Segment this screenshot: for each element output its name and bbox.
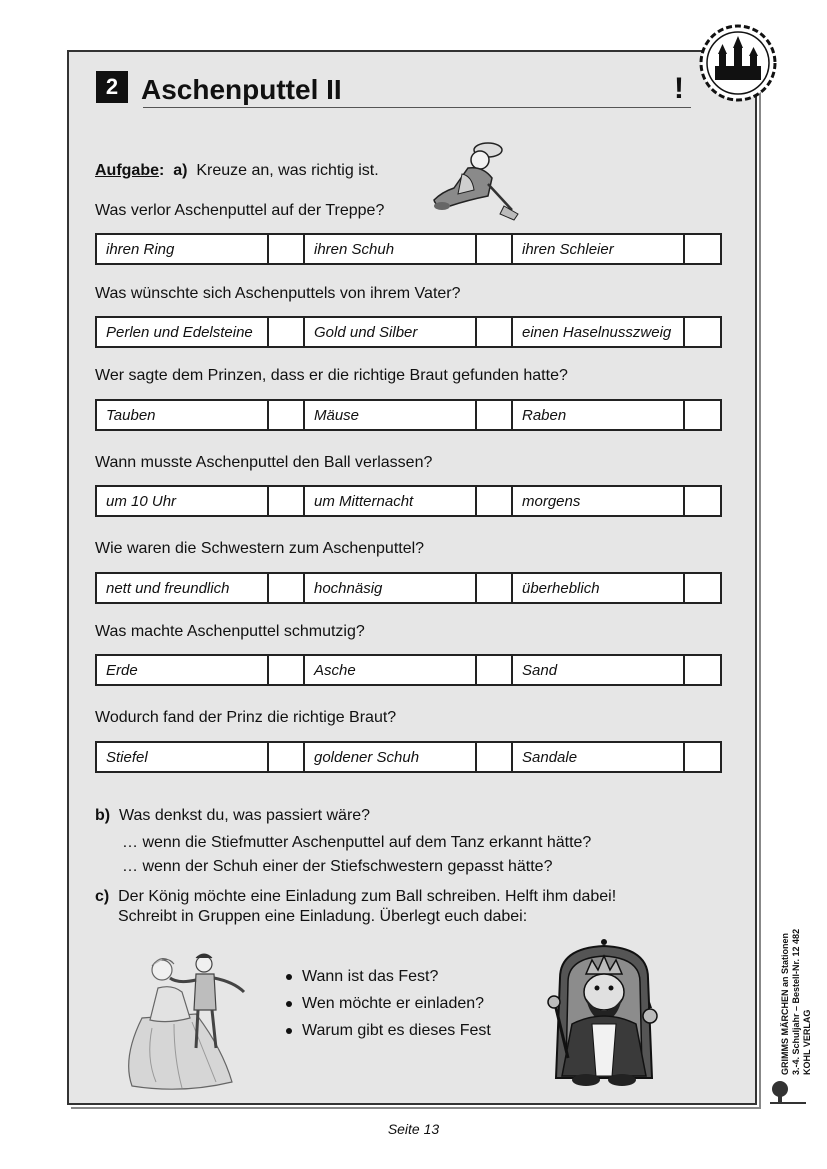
question-1: Was verlor Aschenputtel auf der Treppe? xyxy=(95,202,385,219)
question-6: Was machte Aschenputtel schmutzig? xyxy=(95,623,365,640)
answer-row-1 xyxy=(95,233,722,265)
dancing-couple-illustration xyxy=(112,948,254,1090)
option-label: überheblich xyxy=(513,574,685,602)
castle-seal-icon xyxy=(697,22,779,104)
option-label: Erde xyxy=(97,656,269,684)
side-publication-info xyxy=(780,929,813,1075)
task-instruction xyxy=(95,162,379,180)
answer-checkbox[interactable] xyxy=(269,401,305,429)
option-label: Gold und Silber xyxy=(305,318,477,346)
answer-checkbox[interactable] xyxy=(269,656,305,684)
question-3: Wer sagte dem Prinzen, dass er die richtige Braut gefunden hatte? xyxy=(95,367,568,384)
answer-checkbox[interactable] xyxy=(269,487,305,515)
question-7: Wodurch fand der Prinz die richtige Braut? xyxy=(95,709,397,726)
side-line-2: 3.-4. Schuljahr – Bestell-Nr. 12 482 xyxy=(791,928,801,1075)
bullet-dot-icon xyxy=(286,1028,292,1034)
question-5: Wie waren die Schwestern zum Aschenputtel? xyxy=(95,540,425,557)
option-label: morgens xyxy=(513,487,685,515)
question-2: Was wünschte sich Aschenputtels von ihrem Vater? xyxy=(95,285,461,302)
part-b-label: b) xyxy=(95,807,111,824)
option-label: ihren Schleier xyxy=(513,235,685,263)
part-b-text: Was denkst du, was passiert wäre? xyxy=(119,807,371,824)
answer-checkbox[interactable] xyxy=(477,574,513,602)
answer-checkbox[interactable] xyxy=(477,487,513,515)
bullet-text: Warum gibt es dieses Fest xyxy=(302,1021,491,1039)
option-label: einen Haselnusszweig xyxy=(513,318,685,346)
page-number: Seite 13 xyxy=(387,1121,440,1137)
exclamation-mark: ! xyxy=(674,72,684,105)
answer-row-7 xyxy=(95,741,722,773)
option-label: Tauben xyxy=(97,401,269,429)
answer-row-2 xyxy=(95,316,722,348)
question-4: Wann musste Aschenputtel den Ball verlassen? xyxy=(95,454,433,471)
answer-row-5 xyxy=(95,572,722,604)
task-label: Aufgabe xyxy=(95,162,159,179)
publisher-tree-logo-icon xyxy=(770,1075,806,1105)
answer-checkbox[interactable] xyxy=(477,235,513,263)
answer-checkbox[interactable] xyxy=(685,401,720,429)
option-label: goldener Schuh xyxy=(305,743,477,771)
bullet-dot-icon xyxy=(286,1001,292,1007)
title-underline xyxy=(143,107,691,108)
option-label: nett und freundlich xyxy=(97,574,269,602)
answer-checkbox[interactable] xyxy=(477,401,513,429)
part-b xyxy=(95,807,370,825)
answer-checkbox[interactable] xyxy=(685,574,720,602)
answer-checkbox[interactable] xyxy=(477,656,513,684)
task-colon: : xyxy=(159,162,165,179)
side-line-1: GRIMMS MÄRCHEN an Stationen xyxy=(780,932,790,1075)
option-label: Raben xyxy=(513,401,685,429)
bullet-item xyxy=(286,990,491,1017)
answer-row-3 xyxy=(95,399,722,431)
part-b-line-1: … wenn die Stiefmutter Aschenputtel auf dem Tanz erkannt hätte? xyxy=(122,834,592,851)
part-c-text: Der König möchte eine Einladung zum Ball schreiben. Helft ihm dabei! xyxy=(118,888,617,905)
answer-checkbox[interactable] xyxy=(685,235,720,263)
bullet-text: Wen möchte er einladen? xyxy=(302,994,485,1012)
option-label: Mäuse xyxy=(305,401,477,429)
answer-checkbox[interactable] xyxy=(685,318,720,346)
answer-checkbox[interactable] xyxy=(685,656,720,684)
page-title: Aschenputtel II xyxy=(141,74,342,105)
answer-checkbox[interactable] xyxy=(477,743,513,771)
guiding-questions xyxy=(286,963,491,1044)
option-label: Stiefel xyxy=(97,743,269,771)
bullet-item xyxy=(286,963,491,990)
part-c-label: c) xyxy=(95,888,110,905)
option-label: Sand xyxy=(513,656,685,684)
answer-checkbox[interactable] xyxy=(269,574,305,602)
option-label: Sandale xyxy=(513,743,685,771)
station-number: 2 xyxy=(96,71,128,103)
bullet-text: Wann ist das Fest? xyxy=(302,967,439,985)
bullet-item xyxy=(286,1017,491,1044)
option-label: Asche xyxy=(305,656,477,684)
option-label: hochnäsig xyxy=(305,574,477,602)
answer-checkbox[interactable] xyxy=(477,318,513,346)
answer-checkbox[interactable] xyxy=(685,487,720,515)
king-on-throne-illustration xyxy=(542,938,666,1088)
option-label: um 10 Uhr xyxy=(97,487,269,515)
option-label: Perlen und Edelsteine xyxy=(97,318,269,346)
part-c xyxy=(95,888,616,906)
option-label: ihren Ring xyxy=(97,235,269,263)
part-b-line-2: … wenn der Schuh einer der Stiefschwestern gepasst hätte? xyxy=(122,858,553,875)
answer-checkbox[interactable] xyxy=(685,743,720,771)
answer-checkbox[interactable] xyxy=(269,743,305,771)
cinderella-sweeping-illustration xyxy=(428,136,520,222)
answer-row-6 xyxy=(95,654,722,686)
task-text: Kreuze an, was richtig ist. xyxy=(196,162,379,179)
part-c-text-2: Schreibt in Gruppen eine Einladung. Überlegt euch dabei: xyxy=(118,908,528,925)
side-publisher: KOHL VERLAG xyxy=(802,1009,812,1075)
option-label: um Mitternacht xyxy=(305,487,477,515)
part-a-label: a) xyxy=(173,162,188,179)
answer-checkbox[interactable] xyxy=(269,318,305,346)
answer-checkbox[interactable] xyxy=(269,235,305,263)
bullet-dot-icon xyxy=(286,974,292,980)
option-label: ihren Schuh xyxy=(305,235,477,263)
answer-row-4 xyxy=(95,485,722,517)
